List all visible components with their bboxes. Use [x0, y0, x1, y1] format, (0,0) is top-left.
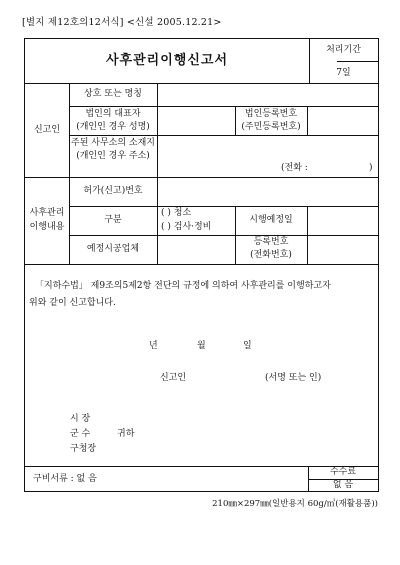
permit-number-field[interactable] — [158, 178, 376, 206]
attachments-label: 구비서류 : 없 음 — [33, 474, 97, 484]
recipient-county-head: 군 수 — [70, 429, 91, 439]
paper-spec: 210㎜×297㎜(일반용지 60g/㎡(재활용품)) — [212, 499, 378, 509]
planned-company-label: 예정시공업체 — [86, 244, 140, 254]
registration-number-label: 등록번호 — [253, 237, 289, 247]
statement-line-1: 「지하수법」 제9조의5제2항 전단의 규정에 의하여 사후관리를 이행하고자 — [35, 281, 331, 291]
statement-line-2: 위와 같이 신고합니다. — [29, 298, 116, 308]
option-cleaning[interactable]: ( ) 청소 — [161, 208, 192, 218]
option-inspection[interactable]: ( ) 검사·정비 — [161, 222, 212, 232]
representative-sublabel: (개인인 경우 성명) — [76, 122, 150, 132]
aftercare-section-sublabel: 이행내용 — [29, 222, 65, 232]
recipient-mayor: 시 장 — [70, 414, 91, 424]
processing-period-value: 7일 — [336, 68, 351, 78]
planned-date-field[interactable] — [308, 207, 378, 235]
category-label: 구분 — [104, 215, 122, 225]
trade-name-label: 상호 또는 명칭 — [84, 89, 142, 99]
address-field[interactable] — [158, 136, 376, 177]
recipient-district-head: 구청장 — [70, 444, 97, 454]
representative-label: 법인의 대표자 — [85, 109, 141, 119]
planned-date-label: 시행예정일 — [249, 215, 293, 225]
fee-label: 수수료 — [329, 467, 357, 477]
corp-reg-field[interactable] — [308, 107, 378, 135]
registration-number-sublabel: (전화번호) — [250, 250, 292, 260]
permit-number-label: 허가(신고)번호 — [83, 186, 143, 196]
address-sublabel: (개인인 경우 주소) — [76, 151, 150, 161]
trade-name-field[interactable] — [158, 84, 234, 106]
form-number-label: [별지 제12호의12서식] <신설 2005.12.21> — [22, 17, 222, 28]
processing-period-label: 처리기간 — [326, 45, 361, 55]
reporter-section-label: 신고인 — [33, 125, 61, 135]
phone-close: ) — [369, 163, 373, 173]
aftercare-section-label: 사후관리 — [29, 208, 65, 218]
representative-field[interactable] — [158, 107, 234, 135]
form-title: 사후관리이행신고서 — [105, 53, 229, 68]
signature-note: (서명 또는 인) — [265, 373, 322, 383]
divider — [337, 61, 378, 62]
corp-reg-label: 법인등록번호 — [244, 109, 298, 119]
phone-label: (전화 : — [281, 163, 308, 173]
planned-company-field[interactable] — [158, 236, 234, 264]
recipient-honorific: 귀하 — [117, 429, 135, 439]
fee-value: 없 음 — [332, 480, 354, 490]
address-label: 주된 사무소의 소재지 — [71, 138, 155, 148]
date-day: 일 — [243, 341, 252, 351]
signer-label: 신고인 — [160, 373, 187, 383]
corp-reg-sublabel: (주민등록번호) — [241, 122, 301, 132]
divider — [25, 264, 378, 265]
registration-number-field[interactable] — [308, 236, 378, 264]
report-form — [24, 38, 379, 492]
date-year: 년 — [149, 341, 158, 351]
date-month: 월 — [197, 341, 206, 351]
